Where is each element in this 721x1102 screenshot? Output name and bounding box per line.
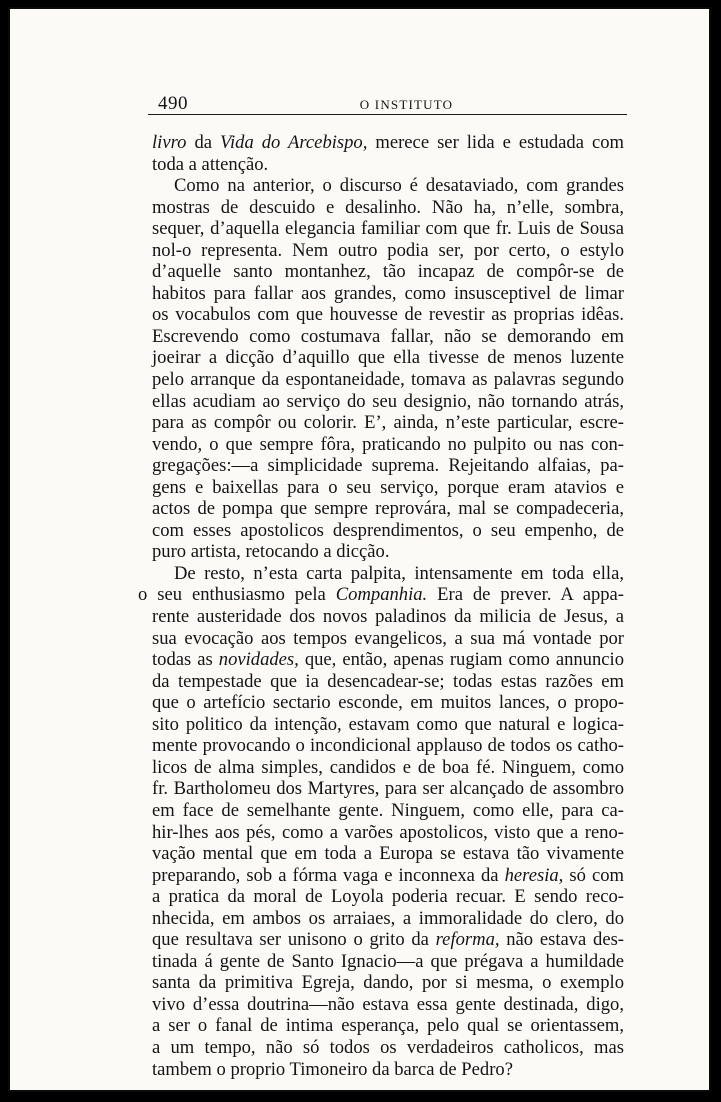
text-run: preparando, sob a fórma vaga e inconnexa da — [152, 864, 505, 886]
text-run: merece ser lida e estudada com — [367, 132, 624, 153]
text-line: Escrevendo como costumava fallar, não se demorando em — [152, 325, 624, 347]
text-run: da — [186, 132, 221, 153]
text-line: que o artefício sectario esconde, em muitos lances, o propo- — [152, 692, 624, 714]
text-run: todas as — [152, 649, 219, 671]
text-run: só com — [563, 864, 624, 886]
text-line: mostras de descuido e desalinho. Não ha, n’elle, sombra, — [152, 196, 624, 218]
text-line: tambem o proprio Timoneiro da barca de Pedro? — [152, 1058, 513, 1080]
text-line: toda a attenção. — [152, 153, 269, 175]
text-line — [138, 584, 624, 606]
text-line: vendo, o que sempre fôra, praticando no pulpito ou nas con- — [152, 433, 624, 455]
text-run: Era de prever. A appa- — [427, 584, 625, 606]
text-line: licos de alma simples, candidos e de boa fé. Ninguem, como — [152, 756, 624, 778]
italic-phrase: Vida do Arcebispo, — [220, 132, 368, 153]
text-line: rente austeridade dos novos paladinos da milicia de Jesus, a — [152, 606, 624, 628]
text-line — [152, 865, 624, 887]
text-line: a um tempo, não só todos os verdadeiros catholicos, mas — [152, 1036, 624, 1058]
text-line: d’aquelle santo montanhez, tão incapaz de compôr-se de — [152, 261, 624, 283]
text-run: que, então, apenas rugiam como annuncio — [298, 649, 624, 671]
text-line: vivo d’essa doutrina—não estava essa gente destinada, digo, — [152, 993, 624, 1015]
text-line: nhecida, em ambos os arraiaes, a immoralidade do clero, do — [152, 907, 624, 929]
text-line — [152, 649, 624, 671]
italic-phrase: heresia, — [504, 864, 564, 886]
text-line: ellas acudiam ao serviço do seu designio, não tornando atrás, — [152, 390, 624, 412]
text-run: o seu enthusiasmo pela — [138, 584, 336, 606]
text-line — [152, 132, 624, 154]
italic-phrase: Companhia. — [335, 584, 428, 606]
text-line: pelo arranque da espontaneidade, tomava as palavras segundo — [152, 369, 624, 391]
text-line: sequer, d’aquella elegancia familiar com que fr. Luis de Sousa — [152, 218, 624, 240]
text-line: Como na anterior, o discurso é desataviado, com grandes — [174, 175, 624, 197]
text-line — [152, 929, 624, 951]
text-line: em face de semelhante gente. Ninguem, como elle, para ca- — [152, 799, 624, 821]
text-line: vação mental que em toda a Europa se estava tão vivamente — [152, 843, 624, 865]
text-line: gregações:—a simplicidade suprema. Rejeitando alfaias, pa- — [152, 455, 624, 477]
text-line: da tempestade que ia desencadear-se; todas estas razões em — [152, 670, 624, 692]
text-line: gens e baixellas para o seu serviço, porque eram atavios e — [152, 476, 624, 498]
text-line: para as compôr ou colorir. E’, ainda, n’este particular, escre- — [152, 412, 624, 434]
text-line: os vocabulos com que houvesse de revestir as proprias idêas. — [152, 304, 624, 326]
text-line: De resto, n’esta carta palpita, intensamente em toda ella, — [174, 562, 624, 584]
page-header — [158, 93, 635, 119]
text-line: puro artista, retocando a dicção. — [152, 541, 390, 563]
text-line: sua evocação aos tempos evangelicos, a sua má vontade por — [152, 627, 624, 649]
text-line: a pratica da moral de Loyola poderia recuar. E sendo reco- — [152, 886, 624, 908]
running-title: O INSTITUTO — [359, 97, 454, 112]
text-line: actos de pompa que sempre reprovára, mal se compadeceria, — [152, 498, 624, 520]
text-line: joeirar a dicção d’aquillo que ella tivesse de menos luzente — [152, 347, 624, 369]
text-line: santa da primitiva Egreja, dando, por si mesma, o exemplo — [152, 972, 624, 994]
page-number: 490 — [158, 93, 188, 114]
text-line: com esses apostolicos desprendimentos, o seu empenho, de — [152, 519, 624, 541]
text-run: que resultava ser unisono o grito da — [152, 929, 436, 951]
text-line: hir-lhes aos pés, como a varões apostolicos, visto que a reno- — [152, 821, 624, 843]
text-line: habitos para fallar aos grandes, como insusceptivel de limar — [152, 282, 624, 304]
text-line: mente provocando o incondicional applauso de todos os catho- — [152, 735, 624, 757]
text-line: a ser o fanal de intima esperança, pelo qual se orientassem, — [152, 1015, 624, 1037]
text-line: fr. Bartholomeu dos Martyres, para ser alcançado de assombro — [152, 778, 624, 800]
text-run: não estava des- — [499, 929, 624, 951]
body-text — [138, 132, 625, 1080]
text-line: tinada á gente de Santo Ignacio—a que prégava a humildade — [152, 950, 624, 972]
italic-phrase: reforma, — [435, 929, 500, 951]
text-line: sito politico da intenção, estavam como que natural e logica- — [152, 713, 624, 735]
header-rule — [148, 114, 627, 115]
italic-phrase: novidades, — [218, 649, 299, 671]
italic-phrase: livro — [152, 132, 187, 153]
text-line: nol-o representa. Nem outro podia ser, por certo, o estylo — [152, 239, 624, 261]
